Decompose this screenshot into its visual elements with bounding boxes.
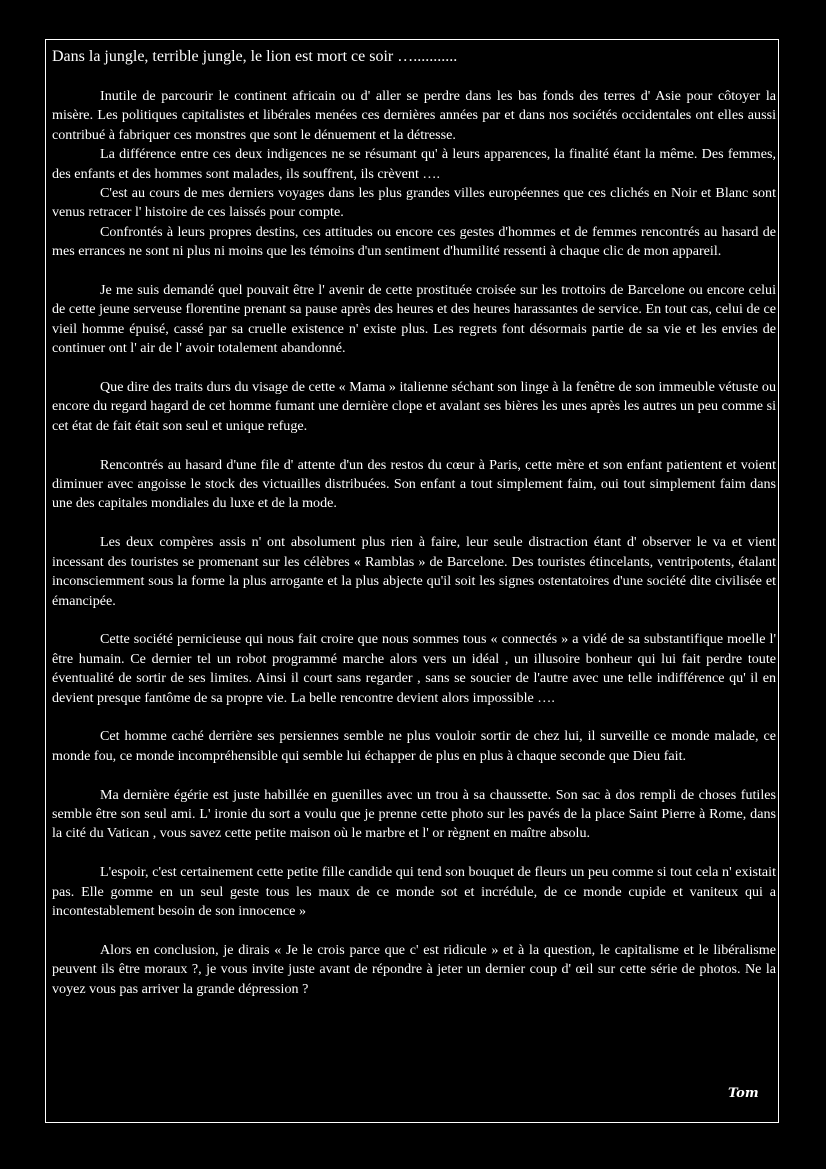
paragraph-line: Je me suis demandé quel pouvait être l' avenir de cette prostituée croisée sur les trottoirs de Barcelone ou encore celui de cette jeune serveuse florentine prenant sa pause après des heures et des heures harassantes de service. En tout cas, celui de ce vieil homme épuisé, cassé par sa cruelle existence n' existe plus. Les regrets font désormais partie de sa vie et les envies de continuer ont l' air de l' avoir totalement abandonné. [52,282,776,357]
paragraph [52,281,776,359]
paragraph [52,456,776,514]
paragraph-line: Rencontrés au hasard d'une file d' attente d'un des restos du cœur à Paris, cette mère et son enfant patientent et voient diminuer avec angoisse le stock des victuailles distribuées. Son enfant a tout simplement faim, oui tout simplement faim dans une des capitales mondiales du luxe et de la mode. [52,456,776,512]
paragraph [52,727,776,766]
paragraph-line: Cette société pernicieuse qui nous fait croire que nous sommes tous « connectés » a vidé de sa substantifique moelle l' être humain. Ce dernier tel un robot programmé marche alors vers un idéal , un illusoire bonheur qui lui fait perdre toute éventualité de sortir de ses limites. Ainsi il court sans regarder , sans se soucier de l'autre avec une telle indifférence qu' il en devient presque fantôme de sa propre vie. La belle rencontre devient alors impossible …. [52,631,776,706]
paragraph [52,378,776,436]
paragraph [52,786,776,844]
paragraph [52,630,776,708]
paragraph-line: Que dire des traits durs du visage de cette « Mama » italienne séchant son linge à la fenêtre de son immeuble vétuste ou encore du regard hagard de cet homme fumant une dernière clope et avalant ses bières les unes après les autres un peu comme si cet état de fait était son seul et unique refuge. [52,379,776,434]
paragraph-line: Alors en conclusion, je dirais « Je le crois parce que c' est ridicule » et à la question, le capitalisme et le libéralisme peuvent ils être moraux ?, je vous invite juste avant de répondre à jeter un dernier coup d' œil sur cette série de photos. Ne la voyez vous pas arriver la grande dépression ? [52,941,776,997]
paragraph-line: La différence entre ces deux indigences ne se résumant qu' à leurs apparences, la finalité étant la même. Des femmes, des enfants et des hommes sont malades, ils souffrent, ils crèvent …. [52,146,776,182]
paragraph-line: L'espoir, c'est certainement cette petite fille candide qui tend son bouquet de fleurs un peu comme si tout cela n' existait pas. Elle gomme en un seul geste tous les maux de ce monde sot et incrédule, de ce monde cupide et vaniteux qui a incontestablement besoin de son innocence » [52,864,776,919]
paragraph [52,941,776,999]
paragraph-line: Les deux compères assis n' ont absolument plus rien à faire, leur seule distraction étant d' observer le va et vient incessant des touristes se promenant sur les célèbres « Ramblas » de Barcelone. Des touristes étincelants, ventripotents, étalant inconsciemment sous la forme la plus arrogante et la plus abjecte qu'il soit les signes ostentatoires d'une société dite civilisée et émancipée. [52,534,776,609]
paragraph-line: Cet homme caché derrière ses persiennes semble ne plus vouloir sortir de chez lui, il surveille ce monde malade, ce monde fou, ce monde incompréhensible qui semble lui échapper de plus en plus à chaque seconde que Dieu fait. [52,728,776,764]
paragraph-line: C'est au cours de mes derniers voyages dans les plus grandes villes européennes que ces clichés en Noir et Blanc sont venus retracer l' histoire de ces laissés pour compte. [52,185,776,221]
paragraph-line: Ma dernière égérie est juste habillée en guenilles avec un trou à sa chaussette. Son sac à dos rempli de choses futiles semble être son seul ami. L' ironie du sort a voulu que je prenne cette photo sur les pavés de la place Saint Pierre à Rome, dans la cité du Vatican , vous savez cette petite maison où le marbre et l' or règnent en maître absolu. [52,786,776,842]
paragraph [52,863,776,921]
paragraph [52,533,776,611]
author-signature: Tom [728,1086,759,1101]
document-title: Dans la jungle, terrible jungle, le lion est mort ce soir …........... [52,48,458,65]
paragraph-line: Inutile de parcourir le continent africain ou d' aller se perdre dans les bas fonds des terres d' Asie pour côtoyer la misère. Les politiques capitalistes et libérales menées ces dernières années par et dans nos sociétés occidentales ont elles aussi contribué à fabriquer ces monstres que sont le dénuement et la détresse. [52,88,776,143]
paragraph-line: Confrontés à leurs propres destins, ces attitudes ou encore ces gestes d'hommes et de femmes rencontrés au hasard de mes errances ne sont ni plus ni moins que les témoins d'un sentiment d'humilité ressenti à chaque clic de mon appareil. [52,223,776,260]
paragraph [52,87,776,262]
document-body [52,46,776,1018]
